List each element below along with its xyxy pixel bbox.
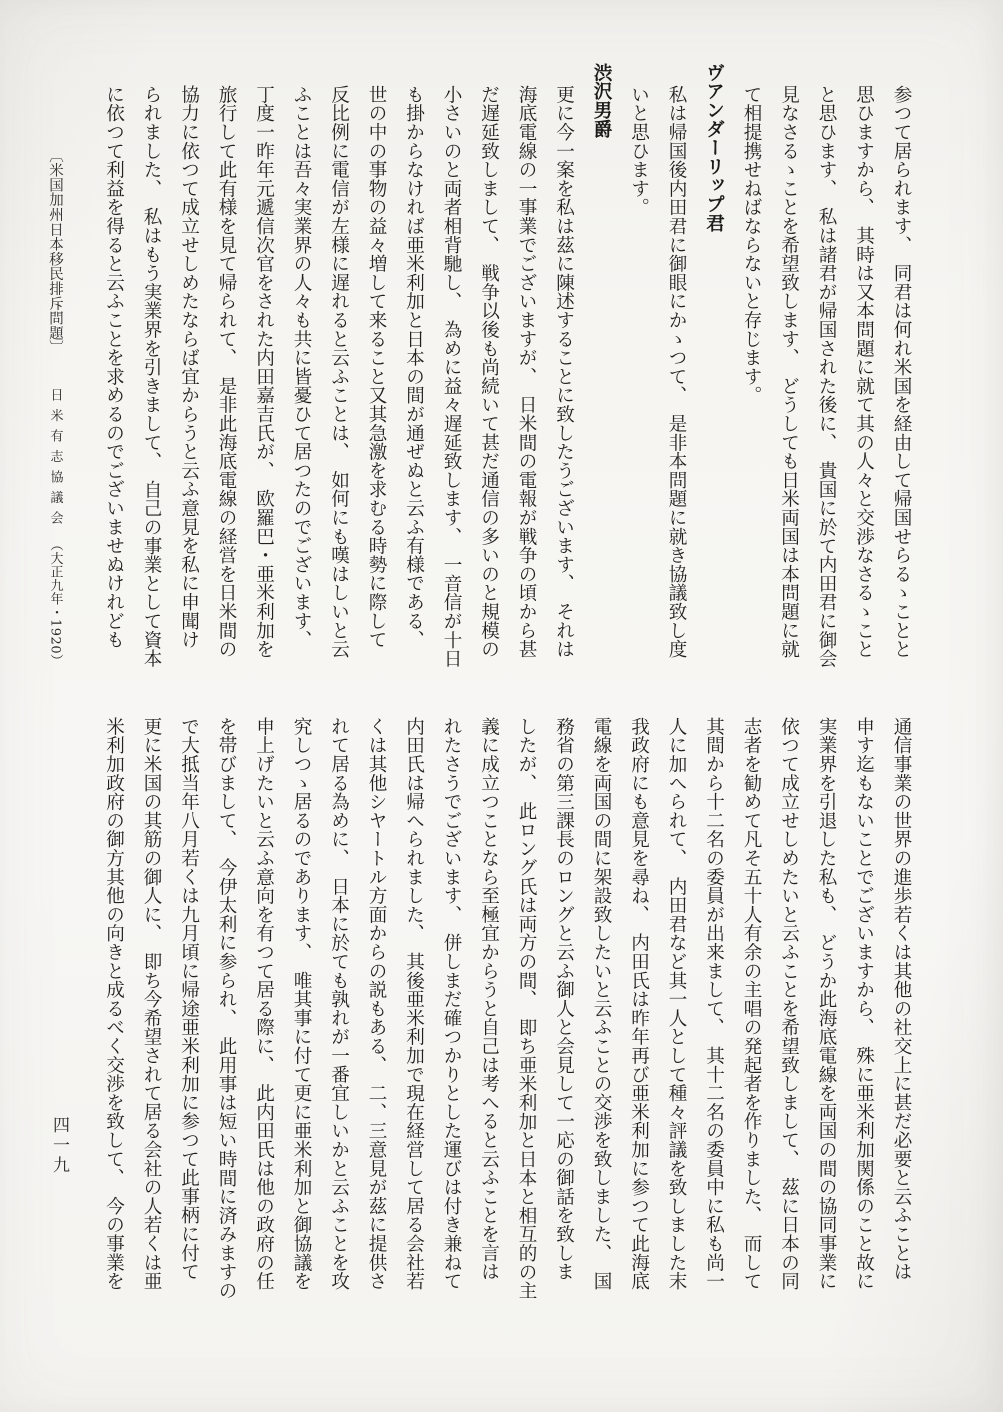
text-column: 通信事業の世界の進歩若くは其他の社交上に甚だ必要と云ふことは [891, 717, 912, 1281]
text-column: 更に今一案を私は茲に陳述することに致したうございます、 それは [553, 85, 575, 659]
text-column: 申上げたいと云ふ意向を有つて居る際に、 此内田氏は他の政府の任 [253, 717, 275, 1291]
text-column: ふことは吾々実業界の人々も共に皆憂ひて居つたのでございます、 [291, 85, 312, 649]
text-column: 其間から十二名の委員が出来まして、 其十二名の委員中に私も尚一 [703, 717, 725, 1291]
text-column: 人に加へられて、 内田君など其一人として種々評議を致しました末 [666, 717, 687, 1291]
text-column: 見なさるゝことを希望致します、 どうしても日米両国は本問題に就 [778, 85, 800, 659]
text-column: 参つて居られます、 同君は何れ米国を経由して帰国せらるゝことと [891, 85, 912, 659]
text-column: 志者を勧めて凡そ五十人有余の主唱の発起者を作りました、 而して [741, 717, 762, 1291]
text-column: 海底電線の一事業でございますが、 日米間の電報が戦争の頃から甚 [516, 85, 537, 659]
text-column: 内田氏は帰へられました、 其後亜米利加で現在経営して居る会社若 [403, 717, 425, 1291]
text-column: 究しつゝ居るのであります、 唯其事に付て更に亜米利加と御協議を [291, 717, 312, 1291]
running-title [47, 148, 63, 667]
text-column: 義に成立つことなら至極宜からうと自己は考へると云ふことを言は [478, 717, 500, 1281]
text-column: 更に米国の其筋の御人に、 即ち今希望されて居る会社の人若くは亜 [141, 717, 162, 1291]
page-number: 四一九 [49, 1116, 69, 1176]
text-column: 私は帰国後内田君に御眼にかゝつて、 是非本問題に就き協議致し度 [666, 85, 687, 659]
text-column: れて居る為めに、 日本に於ても孰れが一番宜しいかと云ふことを攻 [328, 717, 350, 1291]
speaker-heading: ヴアンダーリップ君 [703, 63, 725, 233]
running-title-bracket: 〔米国加州日本移民排斥問題〕 [47, 148, 63, 356]
text-column: 電線を両国の間に架設致したいと云ふことの交渉を致しました、 国 [591, 717, 612, 1291]
bottom-text-block [104, 717, 912, 1300]
text-column: に依つて利益を得ると云ふことを求めるのでございませぬけれども [103, 85, 125, 649]
text-column: いと思ひます。 [628, 85, 650, 217]
text-column: くは其他シヤートル方面からの説もある、 二、三意見が茲に提供さ [366, 717, 387, 1291]
text-column: 務省の第三課長のロングと云ふ御人と会見して一応の御話を致しま [553, 717, 575, 1281]
text-column: で大抵当年八月若くは九月頃に帰途亜米利加に参つて此事柄に付て [178, 717, 200, 1281]
text-column: 米利加政府の御方其他の向きと成るべく交渉を致して、 今の事業を [103, 717, 125, 1291]
text-column: 旅行して此有様を見て帰られて、 是非此海底電線の経営を日米間の [216, 85, 237, 659]
text-column: 反比例に電信が左様に遅れると云ふことは、 如何にも嘆はしいと云 [328, 85, 350, 659]
top-text-block [104, 63, 912, 668]
text-column: 依つて成立せしめたいと云ふことを希望致しまして、 茲に日本の同 [778, 717, 800, 1291]
text-column: 世の中の事物の益々増して来ること又其急激を求むる時勢に際して [366, 85, 387, 649]
text-column: 申す迄もないことでございますから、 殊に亜米利加関係のこと故に [853, 717, 875, 1291]
text-column: られました、 私はもう実業界を引きまして、 自己の事業として資本 [141, 85, 162, 668]
running-title-date: （大正九年・1920） [47, 537, 63, 668]
text-column: 思ひますから、 其時は又本問題に就て其の人々と交渉なさるゝこと [853, 85, 875, 659]
text-column: 協力に依つて成立せしめたならば宜からうと云ふ意見を私に申聞け [178, 85, 200, 649]
text-column: て相提携せねばならないと存じます。 [741, 85, 762, 405]
text-column: 我政府にも意見を尋ね、 内田氏は昨年再び亜米利加に参つて此海底 [628, 717, 650, 1291]
text-column: だ遅延致しまして、 戦争以後も尚続いて甚だ通信の多いのと規模の [478, 85, 500, 659]
text-column: を帯びまして、 今伊太利に参られ、 此用事は短い時間に済みますの [216, 717, 237, 1300]
text-column: 実業界を引退した私も、 どうか此海底電線を両国の間の協同事業に [816, 717, 837, 1291]
running-title-organization: 日米有志協議会 [47, 388, 63, 532]
text-column: も掛からなければ亜米利加と日本の間が通ぜぬと云ふ有様である、 [403, 85, 425, 649]
speaker-heading: 渋沢男爵 [591, 63, 612, 139]
text-column: と思ひます、 私は諸君が帰国された後に、 貴国に於て内田君に御会 [816, 85, 837, 668]
text-column: 小さいのと両者相背馳し、 為めに益々遅延致します、 一音信が十日 [441, 85, 462, 668]
text-column: 丁度一昨年元遞信次官をされた内田嘉吉氏が、 欧羅巴・亜米利加を [253, 85, 275, 659]
text-column: したが、 此ロング氏は両方の間、 即ち亜米利加と日本と相互的の主 [516, 717, 537, 1300]
text-column: れたさうでございます、 併しまだ確つかりとした運びは付き兼ねて [441, 717, 462, 1291]
